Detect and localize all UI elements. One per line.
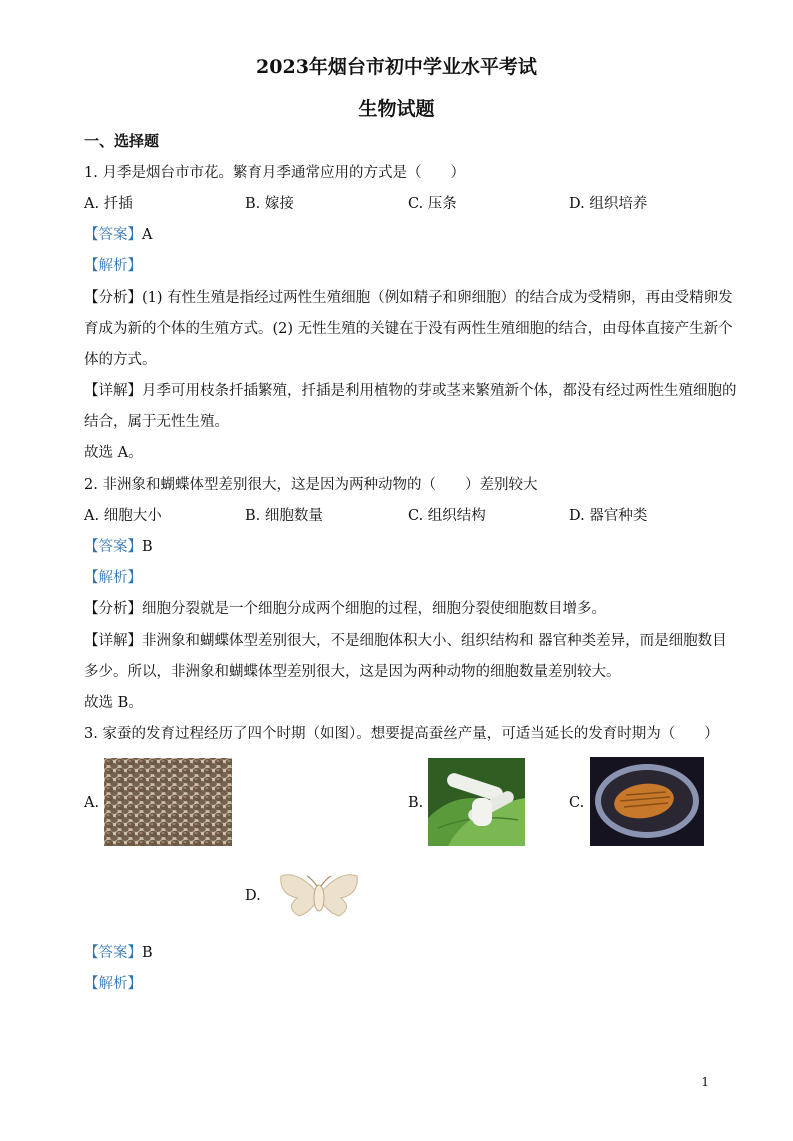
q2-option-a: A. 细胞大小: [84, 508, 162, 524]
section-heading: 一、选择题: [84, 132, 160, 150]
exam-title: 2023年烟台市初中学业水平考试: [256, 56, 537, 78]
silkworm-pupa-photo: [590, 757, 704, 846]
pupa-image: [590, 757, 704, 846]
fenxi-text: 细胞分裂就是一个细胞分成两个细胞的过程，细胞分裂使细胞数目增多。: [142, 601, 606, 617]
answer-value: A: [142, 227, 153, 243]
page-number: 1: [701, 1075, 709, 1089]
silkworm-eggs-photo: [104, 758, 232, 846]
q1-option-d: D. 组织培养: [569, 196, 648, 212]
q3-answer: [84, 944, 153, 962]
fenxi-text: (1) 有性生殖是指经过两性生殖细胞（例如精子和卵细胞）的结合成为受精卵，再由受精卵发: [142, 290, 733, 306]
q1-fenxi-line-3: 体的方式。: [84, 352, 157, 368]
q2-option-b: B. 细胞数量: [245, 508, 323, 524]
q2-answer: [84, 538, 153, 556]
q3-option-c-label: C.: [569, 795, 585, 811]
q1-xiangjie-line-2: 结合，属于无性生殖。: [84, 414, 229, 430]
exam-subtitle: 生物试题: [358, 98, 435, 120]
moth-image: [277, 868, 361, 923]
larva-image: [428, 758, 525, 846]
q1-answer: [84, 226, 152, 244]
q2-analysis-tag: 【解析】: [84, 570, 142, 586]
fenxi-tag: 【分析】: [84, 601, 142, 617]
answer-tag: 【答案】: [84, 945, 142, 961]
q1-option-c: C. 压条: [408, 196, 457, 212]
answer-value: B: [142, 539, 153, 555]
eggs-image: [104, 758, 232, 846]
q2-option-d: D. 器官种类: [569, 508, 648, 524]
q3-analysis-tag: 【解析】: [84, 976, 142, 992]
q1-option-a: A. 扦插: [84, 196, 133, 212]
answer-tag: 【答案】: [84, 227, 142, 243]
q1-conclusion: 故选 A。: [84, 445, 143, 461]
q2-conclusion: 故选 B。: [84, 695, 143, 711]
q3-option-d-label: D.: [245, 888, 261, 904]
q1-xiangjie-line-1: [84, 382, 737, 400]
q1-fenxi-line-2: 育成为新的个体的生殖方式。(2) 无性生殖的关键在于没有两性生殖细胞的结合，由母体直接产生新个: [84, 321, 733, 337]
q3-option-a-label: A.: [84, 795, 100, 811]
answer-tag: 【答案】: [84, 539, 142, 555]
xiangjie-text: 月季可用枝条扦插繁殖，扦插是利用植物的芽或茎来繁殖新个体，都没有经过两性生殖细胞的: [142, 383, 737, 399]
q3-option-b-label: B.: [408, 795, 424, 811]
xiangjie-tag: 【详解】: [84, 633, 142, 649]
q2-option-c: C. 组织结构: [408, 508, 486, 524]
q1-option-b: B. 嫁接: [245, 196, 294, 212]
silkworm-larva-photo: [428, 758, 525, 846]
q1-fenxi-line-1: [84, 289, 733, 307]
q2-stem: 2. 非洲象和蝴蝶体型差别很大，这是因为两种动物的（ ）差别较大: [84, 477, 538, 493]
q3-stem: 3. 家蚕的发育过程经历了四个时期（如图）。想要提高蚕丝产量，可适当延长的发育时期为（ ）: [84, 726, 719, 742]
q2-fenxi-line-1: [84, 600, 606, 618]
answer-value: B: [142, 945, 153, 961]
xiangjie-text: 非洲象和蝴蝶体型差别很大，不是细胞体积大小、组织结构和 器官种类差异，而是细胞数目: [142, 633, 727, 649]
fenxi-tag: 【分析】: [84, 290, 142, 306]
q2-xiangjie-line-1: [84, 632, 727, 650]
q1-stem: 1. 月季是烟台市市花。繁育月季通常应用的方式是（ ）: [84, 165, 465, 181]
q2-xiangjie-line-2: 多少。所以，非洲象和蝴蝶体型差别很大，这是因为两种动物的细胞数量差别较大。: [84, 664, 621, 680]
silkworm-moth-photo: [277, 868, 361, 923]
q1-analysis-tag: 【解析】: [84, 258, 142, 274]
xiangjie-tag: 【详解】: [84, 383, 142, 399]
